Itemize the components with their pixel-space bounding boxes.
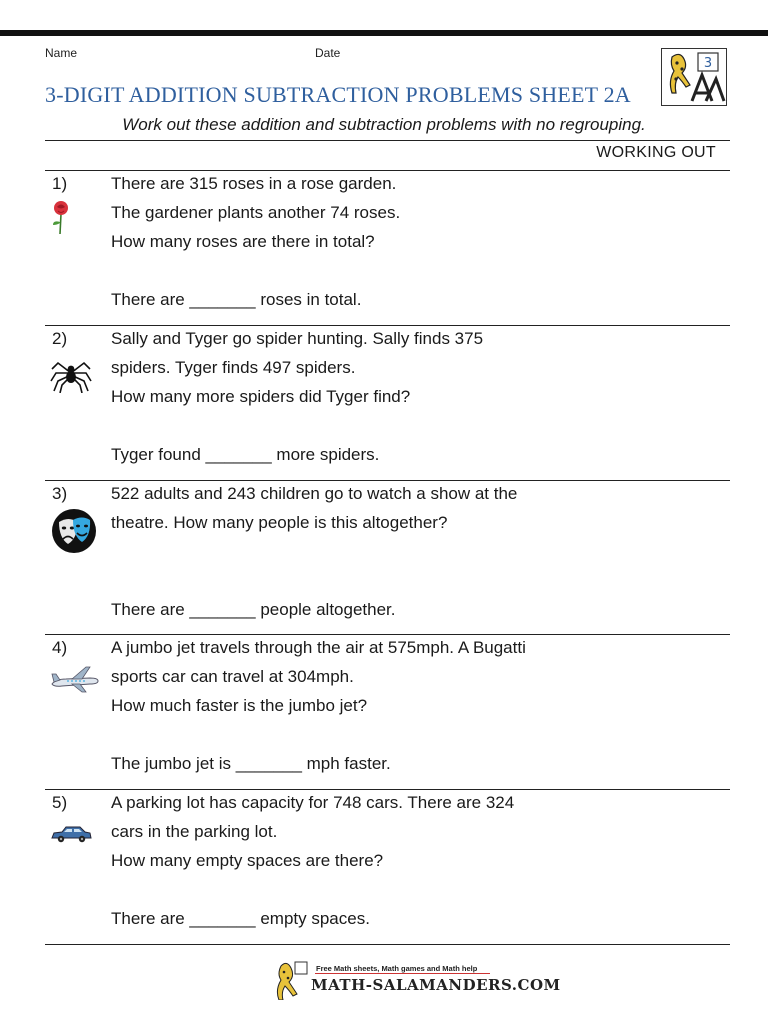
problem-line: Sally and Tyger go spider hunting. Sally finds 375 <box>111 329 484 348</box>
rose-icon <box>47 198 75 241</box>
footer-tagline: Free Math sheets, Math games and Math help <box>316 964 478 973</box>
problem-line: spiders. Tyger finds 497 spiders. <box>111 358 356 377</box>
divider <box>45 789 730 790</box>
problem-line: A jumbo jet travels through the air at 575mph. A Bugatti <box>111 638 526 657</box>
instructions: Work out these addition and subtraction problems with no regrouping. <box>122 115 646 134</box>
problem-line: How many more spiders did Tyger find? <box>111 387 411 406</box>
problem-line: How many empty spaces are there? <box>111 851 384 870</box>
problem-line: 522 adults and 243 children go to watch a show at the <box>111 484 518 503</box>
answer-line: There are _______ people altogether. <box>111 600 396 619</box>
divider <box>45 944 730 945</box>
answer-line: There are _______ roses in total. <box>111 290 362 309</box>
salamander-logo <box>661 48 727 106</box>
problem-line: There are 315 roses in a rose garden. <box>111 174 397 193</box>
logo-number: 3 <box>703 56 713 71</box>
problem-number: 1) <box>52 174 68 193</box>
problem-line: A parking lot has capacity for 748 cars. There are 324 <box>111 793 515 812</box>
footer-site: MATH-SALAMANDERS.COM <box>311 976 561 994</box>
problem-line: sports car can travel at 304mph. <box>111 667 354 686</box>
problem-number: 3) <box>52 484 68 503</box>
jumbo-jet-icon <box>50 664 100 699</box>
top-rule <box>0 30 768 36</box>
divider <box>45 634 730 635</box>
divider <box>45 170 730 171</box>
problem-number: 2) <box>52 329 68 348</box>
page-title: 3-DIGIT ADDITION SUBTRACTION PROBLEMS SHEET 2A <box>45 82 631 107</box>
problem-number: 4) <box>52 638 68 657</box>
answer-line: The jumbo jet is _______ mph faster. <box>111 754 391 773</box>
working-out-label: WORKING OUT <box>596 144 716 161</box>
problem-line: The gardener plants another 74 roses. <box>111 203 401 222</box>
theatre-masks-icon <box>51 508 97 559</box>
salamander-icon <box>662 49 726 105</box>
problem-number: 5) <box>52 793 68 812</box>
problem-line: theatre. How many people is this altogether? <box>111 513 448 532</box>
salamander-footer-icon <box>275 960 311 1000</box>
name-label: Name <box>45 46 78 60</box>
footer-underline <box>315 973 490 974</box>
date-label: Date <box>315 46 341 60</box>
divider <box>45 140 730 141</box>
car-icon <box>50 823 92 850</box>
answer-line: Tyger found _______ more spiders. <box>111 445 380 464</box>
answer-line: There are _______ empty spaces. <box>111 909 370 928</box>
problem-line: cars in the parking lot. <box>111 822 278 841</box>
divider <box>45 325 730 326</box>
spider-icon <box>50 355 92 398</box>
divider <box>45 480 730 481</box>
footer-logo <box>275 960 561 1002</box>
problem-line: How much faster is the jumbo jet? <box>111 696 368 715</box>
problem-line: How many roses are there in total? <box>111 232 375 251</box>
